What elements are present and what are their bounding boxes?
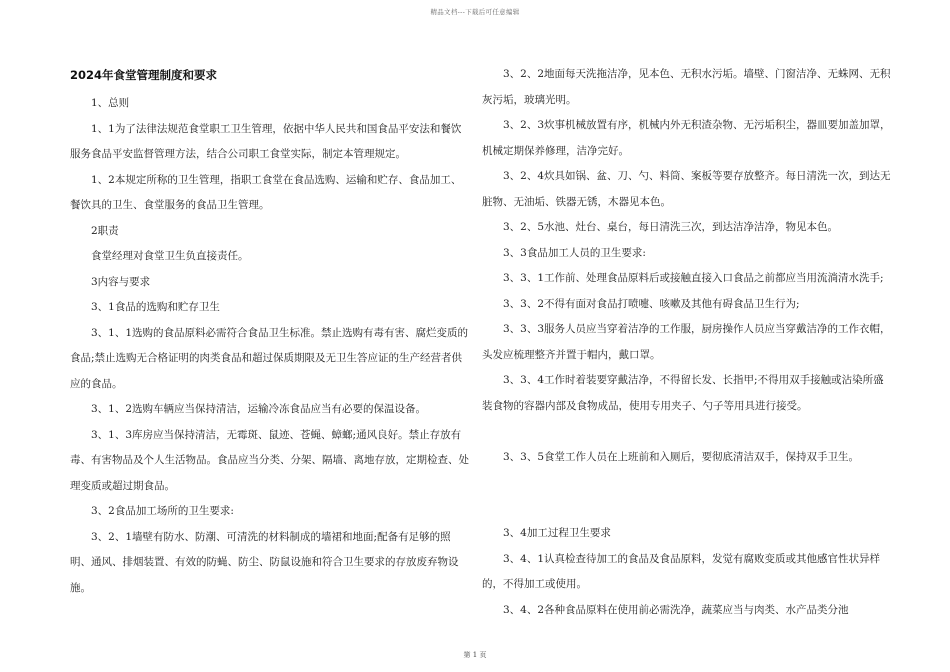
paragraph: 3、2、2地面每天洗拖洁净，见本色、无积水污垢。墙壁、门窗洁净、无蛛网、无积灰污垢，玻璃光明。 <box>482 68 891 106</box>
paragraph: 1、1为了法律法规范食堂职工卫生管理，依据中华人民共和国食品平安法和餐饮服务食品平安监督管理方法，结合公司职工食堂实际，制定本管理规定。 <box>70 122 462 160</box>
page-number: 第 1 页 <box>463 651 487 659</box>
paragraph: 3、2、3炊事机械放置有序，机械内外无积渣杂物、无污垢积尘，器皿要加盖加罩，机械定期保养修理，洁净完好。 <box>482 119 891 157</box>
paragraph: 1、总则 <box>91 97 130 109</box>
paragraph: 3、2、1墙壁有防水、防潮、可清洗的材料制成的墙裙和地面;配备有足够的照明、通风、排烟装置、有效的防蝇、防尘、防鼠设施和符合卫生要求的存放废弃物设施。 <box>70 530 459 594</box>
blank-line <box>482 496 892 522</box>
document-title: 2024年食堂管理制度和要求 <box>70 68 218 82</box>
paragraph: 3、3、5食堂工作人员在上班前和入厕后，要彻底清洁双手，保持双手卫生。 <box>503 450 860 463</box>
blank-line <box>482 419 892 445</box>
paragraph: 3、4、1认真检查待加工的食品及食品原料，发觉有腐败变质或其他感官性状异样的，不得加工或使用。 <box>482 552 881 590</box>
right-column <box>482 62 892 623</box>
paragraph: 3、2、4炊具如锅、盆、刀、勺、料筒、案板等要存放整齐。每日清洗一次，到达无脏物、无油垢、铁器无锈，木器见本色。 <box>482 170 891 208</box>
page-header: 精品文档---下载后可任意编辑 <box>430 8 520 16</box>
left-column <box>70 62 470 601</box>
paragraph: 3、1、1选购的食品原料必需符合食品卫生标准。禁止选购有毒有害、腐烂变质的食品;禁止选购无合格证明的肉类食品和超过保质期限及无卫生答应证的生产经营者供应的食品。 <box>70 326 469 390</box>
paragraph: 3、3、1工作前、处理食品原料后或接触直接入口食品之前都应当用流淌清水洗手; <box>503 272 884 284</box>
paragraph: 3、3食品加工人员的卫生要求: <box>503 246 646 259</box>
paragraph: 3、1、3库房应当保持清洁，无霉斑、鼠迹、苍蝇、蟑螂;通风良好。禁止存放有毒、有害物品及个人生活物品。食品应当分类、分架、隔墙、离地存放，定期检查、处理变质或超过期食品。 <box>70 428 469 492</box>
paragraph: 3内容与要求 <box>91 275 151 288</box>
paragraph: 2职责 <box>91 224 119 237</box>
paragraph: 3、2、5水池、灶台、桌台，每日清洗三次，到达洁净洁净，物见本色。 <box>503 221 839 233</box>
paragraph: 3、4、2各种食品原料在使用前必需洗净，蔬菜应当与肉类、水产品类分池 <box>503 603 849 616</box>
paragraph: 3、3、3服务人员应当穿着洁净的工作服，厨房操作人员应当穿戴洁净的工作衣帽，头发应梳理整齐并置于帽内，戴口罩。 <box>482 323 891 361</box>
paragraph: 3、2食品加工场所的卫生要求: <box>91 505 234 517</box>
blank-line <box>482 470 892 496</box>
paragraph: 3、1、2选购车辆应当保持清洁，运输冷冻食品应当有必要的保温设备。 <box>91 403 427 415</box>
paragraph: 食堂经理对食堂卫生负直接责任。 <box>91 250 249 262</box>
paragraph: 1、2本规定所称的卫生管理，指职工食堂在食品选购、运输和贮存、食品加工、餐饮具的卫生、食堂服务的食品卫生管理。 <box>70 173 462 211</box>
paragraph: 3、1食品的选购和贮存卫生 <box>91 301 220 313</box>
paragraph: 3、4加工过程卫生要求 <box>503 527 611 539</box>
paragraph: 3、3、4工作时着装要穿戴洁净，不得留长发、长指甲;不得用双手接触或沾染所盛装食物的容器内部及食物成品，使用专用夹子、勺子等用具进行接受。 <box>482 374 884 412</box>
paragraph: 3、3、2不得有面对食品打喷嚏、咳嗽及其他有碍食品卫生行为; <box>503 297 800 310</box>
